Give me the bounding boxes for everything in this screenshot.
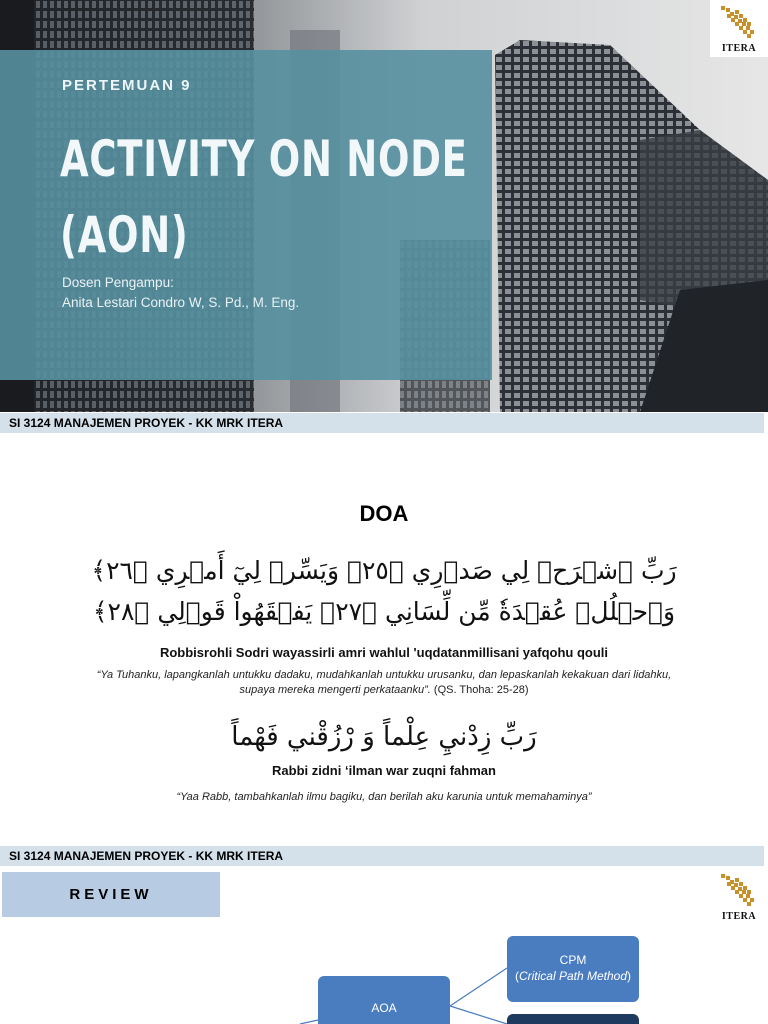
meeting-label: PERTEMUAN 9	[62, 77, 192, 94]
itera-logo	[710, 0, 768, 57]
node-cpm-subtitle-text: Critical Path Method	[518, 969, 628, 983]
slide-title-line1: ACTIVITY ON NODE	[60, 130, 468, 188]
itera-logo-icon	[719, 4, 759, 42]
meaning-2	[0, 790, 768, 805]
node-aoa	[318, 976, 450, 1024]
transliteration-1: Robbisrohli Sodri wayassirli amri wahlul 'uqdatanmillisani yafqohu qouli	[159, 645, 609, 660]
doa-title: DOA	[359, 501, 409, 526]
node-cpm-title: CPM	[559, 953, 587, 967]
footer-bar-slide2	[0, 846, 764, 866]
meaning-2-text: “Yaa Rabb, tambahkanlah ilmu bagiku, dan berilah aku karunia untuk memahaminya”	[176, 791, 592, 803]
footer-course-label: SI 3124 MANAJEMEN PROYEK - KK MRK ITERA	[9, 416, 284, 430]
meaning-1-text: “Ya Tuhanku, lapangkanlah untukku dadaku, mudahkanlah untukku urusanku, dan lepaskanlah kekakuan dari lidahku, supaya mereka mengerti perkataanku”.	[96, 669, 672, 696]
node-cpm-paren-open: (	[514, 969, 519, 983]
connector-aoa-cpm	[450, 968, 507, 1006]
footer-course-label: SI 3124 MANAJEMEN PROYEK - KK MRK ITERA	[9, 849, 284, 863]
node-dark-partial	[507, 1014, 639, 1024]
title-slide	[0, 0, 768, 412]
connector-aoa-lower	[450, 1006, 507, 1024]
node-cpm	[507, 936, 639, 1002]
node-aoa-label: AOA	[371, 1001, 397, 1015]
meaning-1-reference: (QS. Thoha: 25-28)	[430, 684, 529, 696]
review-heading: REVIEW	[69, 886, 153, 903]
meaning-1	[84, 668, 684, 698]
arabic-verse-line2: وَٱحۡلُلۡ عُقۡدَةٗ مِّن لِّسَانِي ﴿٢٧﴾ يَفۡقَهُواْ قَوۡلِي ﴿٢٨﴾	[92, 597, 676, 626]
slide-title-line2: (AON)	[60, 206, 189, 264]
footer-bar-slide1	[0, 413, 764, 433]
arabic-prayer-line: رَبِّ زِدْنيِ عِلْماً وَ رْزُقْني فَهْماً	[231, 722, 537, 752]
itera-logo-text: ITERA	[721, 43, 757, 54]
transliteration-2: Rabbi zidni ‘ilman war zuqni fahman	[272, 763, 496, 778]
connector-aoa-left	[300, 1020, 318, 1024]
node-cpm-paren-close: )	[627, 969, 632, 983]
itera-logo-text: ITERA	[721, 911, 757, 922]
node-cpm-subtitle	[507, 969, 639, 983]
lecturer-name: Anita Lestari Condro W, S. Pd., M. Eng.	[62, 295, 300, 310]
arabic-verse-line1: رَبِّ ٱشۡرَحۡ لِي صَدۡرِي ﴿٢٥﴾ وَيَسِّرۡ لِيٓ أَمۡرِي ﴿٢٦﴾	[91, 556, 677, 585]
lecturer-label: Dosen Pengampu:	[62, 275, 174, 290]
